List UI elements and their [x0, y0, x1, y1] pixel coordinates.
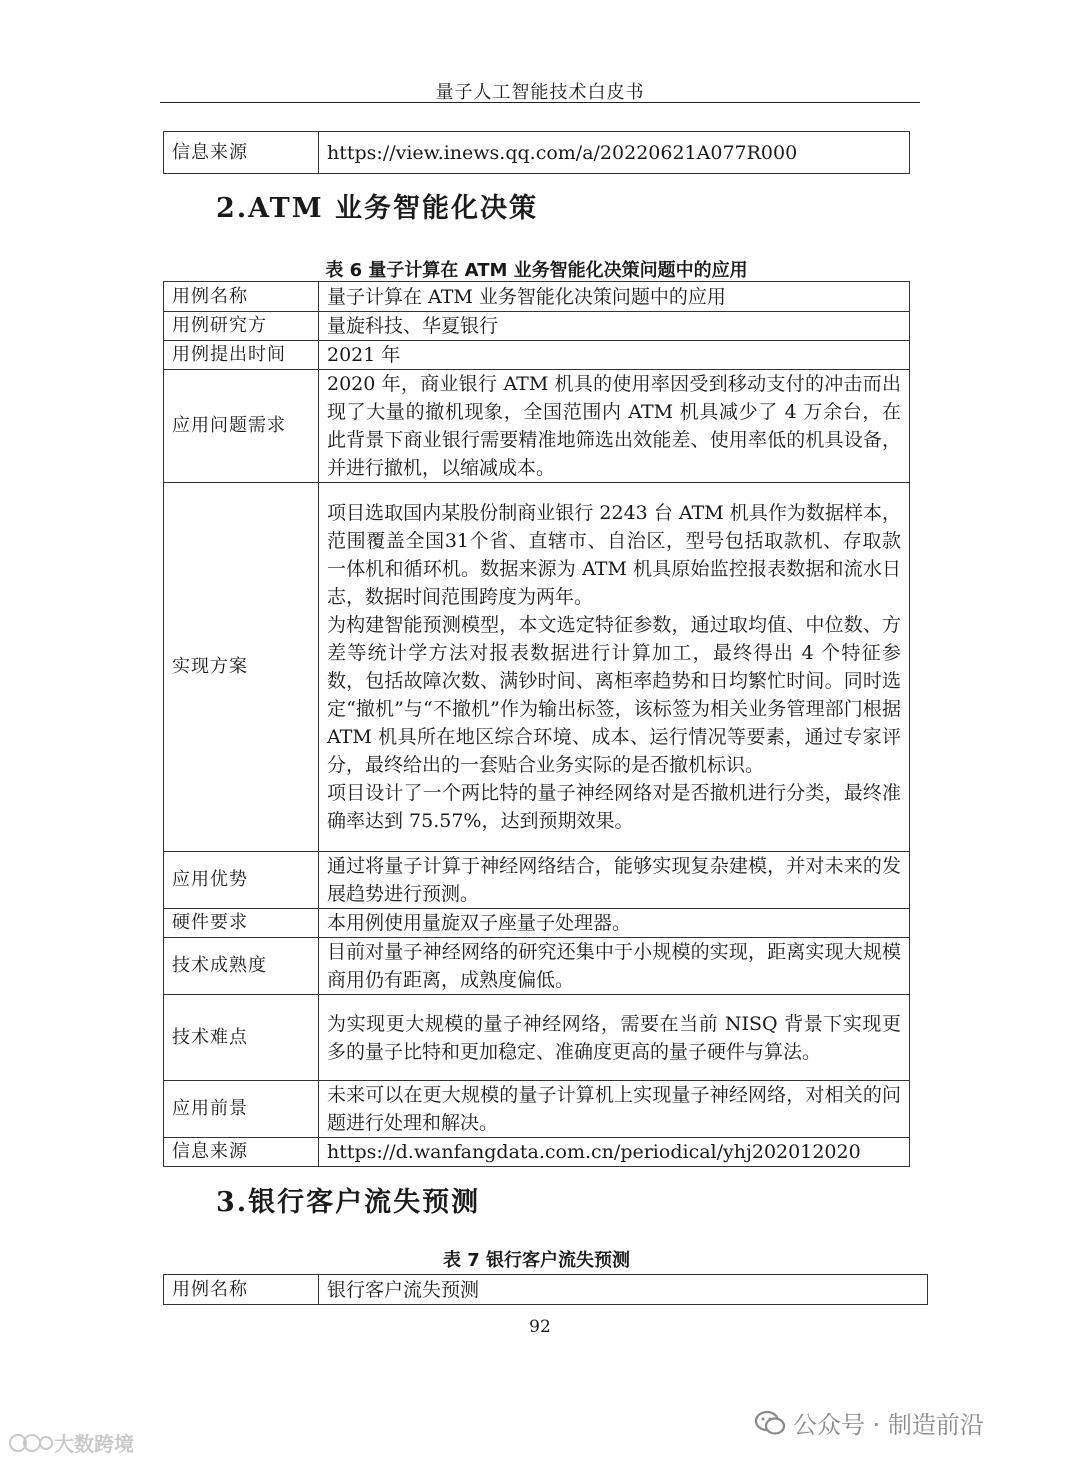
section-heading: 3.银行客户流失预测: [216, 1187, 481, 1218]
row-paragraph: 通过将量子计算于神经网络结合，能够实现复杂建模，并对未来的发展趋势进行预测。: [327, 855, 901, 905]
row-value: [319, 909, 910, 938]
watermark-text: 大数跨境: [54, 1432, 134, 1456]
row-value: [319, 852, 910, 909]
watermark-logo-icon: [8, 1431, 54, 1455]
table-prev-continued: [163, 131, 910, 174]
row-paragraph: 为构建智能预测模型，本文选定特征参数，通过取均值、中位数、方差等统计学方法对报表数据进行计算加工，最终得出 4 个特征参数，包括故障次数、满钞时间、离柜率趋势和日均繁忙时间。同时选定“撤机”与“不撤机”作为输出标签，该标签为相关业务管理部门根据 ATM 机具所在地区综合环境、成本、运行情况等要素，通过专家评分，最终给出的一套贴合业务实际的是否撤机标识。: [327, 614, 901, 776]
row-value: [319, 995, 910, 1081]
row-value: [319, 370, 910, 483]
table-caption: 表 7 银行客户流失预测: [442, 1250, 631, 1271]
row-value: [319, 312, 910, 341]
table-row: [164, 852, 910, 909]
table-label: 信息来源: [164, 132, 319, 174]
row-value: [319, 938, 910, 995]
row-label: 技术难点: [164, 995, 319, 1081]
row-value: [319, 1138, 910, 1167]
row-paragraph: 项目选取国内某股份制商业银行 2243 台 ATM 机具作为数据样本，范围覆盖全国31个省、直辖市、自治区，型号包括取款机、存取款一体机和循环机。数据来源为 ATM 机具原始监控报表数据和流水日志，数据时间范围跨度为两年。: [327, 502, 901, 608]
table-row: [164, 370, 910, 483]
row-label: 用例名称: [164, 282, 319, 312]
table-row: [164, 995, 910, 1081]
table-6: [163, 281, 910, 1167]
table-row: [164, 1138, 910, 1167]
row-paragraph: https://d.wanfangdata.com.cn/periodical/yhj202012020: [327, 1141, 861, 1163]
section-heading: 2.ATM 业务智能化决策: [216, 193, 539, 224]
row-paragraph: 本用例使用量旋双子座量子处理器。: [327, 912, 632, 934]
table-row: [164, 938, 910, 995]
row-label: 硬件要求: [164, 909, 319, 938]
row-label: 实现方案: [164, 483, 319, 852]
row-value: [319, 483, 910, 852]
watermark-logo: [8, 1428, 134, 1457]
row-label: 用例研究方: [164, 312, 319, 341]
table-row: [164, 282, 910, 312]
row-paragraph: 项目设计了一个两比特的量子神经网络对是否撤机进行分类，最终准确率达到 75.57%，达到预期效果。: [327, 782, 901, 832]
row-label: 应用前景: [164, 1081, 319, 1138]
table-row: [164, 341, 910, 370]
table-row: [164, 483, 910, 852]
row-label: 用例提出时间: [164, 341, 319, 370]
row-value: [319, 1275, 928, 1305]
watermark-text: 公众号 · 制造前沿: [793, 1411, 984, 1439]
header-rule: [160, 102, 920, 103]
row-value: [319, 1081, 910, 1138]
watermark-wechat: [755, 1405, 984, 1440]
row-paragraph: 未来可以在更大规模的量子计算机上实现量子神经网络，对相关的问题进行处理和解决。: [327, 1084, 901, 1134]
source-url: https://view.inews.qq.com/a/20220621A077R000: [319, 132, 910, 174]
running-header: 量子人工智能技术白皮书: [435, 82, 645, 103]
table-7: [163, 1274, 928, 1305]
row-paragraph: 目前对量子神经网络的研究还集中于小规模的实现，距离实现大规模商用仍有距离，成熟度偏低。: [327, 941, 901, 991]
row-paragraph: 2021 年: [327, 344, 401, 366]
table-row: [164, 312, 910, 341]
row-paragraph: 量子计算在 ATM 业务智能化决策问题中的应用: [327, 285, 726, 308]
row-value: [319, 282, 910, 312]
table-row: [164, 909, 910, 938]
row-label: 技术成熟度: [164, 938, 319, 995]
row-label: 应用问题需求: [164, 370, 319, 483]
row-value: [319, 341, 910, 370]
row-label: 用例名称: [164, 1275, 319, 1305]
row-label: 应用优势: [164, 852, 319, 909]
row-paragraph: 银行客户流失预测: [327, 1278, 480, 1301]
table-row: [164, 1275, 928, 1305]
wechat-icon: [755, 1410, 785, 1436]
table-row: [164, 1081, 910, 1138]
row-paragraph: 为实现更大规模的量子神经网络，需要在当前 NISQ 背景下实现更多的量子比特和更加稳定、准确度更高的量子硬件与算法。: [327, 1012, 901, 1063]
table-caption: 表 6 量子计算在 ATM 业务智能化决策问题中的应用: [325, 260, 748, 281]
row-label: 信息来源: [164, 1138, 319, 1167]
page-number: 92: [529, 1317, 551, 1337]
row-paragraph: 2020 年，商业银行 ATM 机具的使用率因受到移动支付的冲击而出现了大量的撤机现象，全国范围内 ATM 机具减少了 4 万余台，在此背景下商业银行需要精准地筛选出效能差、使用率低的机具设备，并进行撤机，以缩减成本。: [327, 373, 901, 479]
row-paragraph: 量旋科技、华夏银行: [327, 315, 499, 337]
